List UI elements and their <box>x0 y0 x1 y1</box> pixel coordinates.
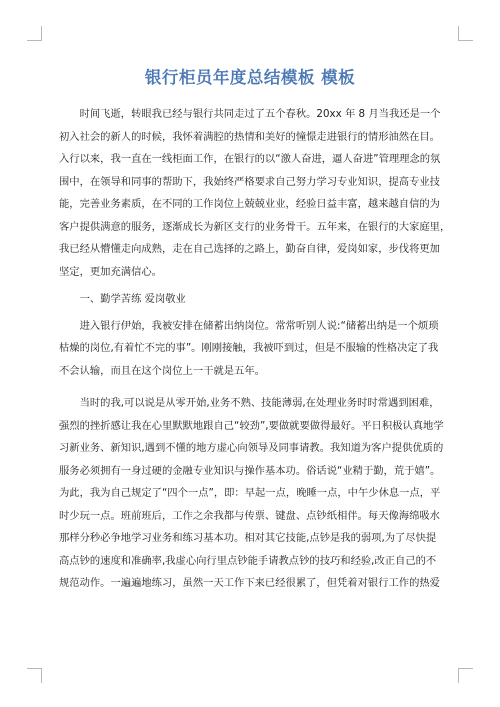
text-line: 客户提供满意的服务，逐渐成长为新区支行的业务骨干。五年来，在银行的大家庭里， <box>59 220 451 233</box>
text-line: 不会认输，而且在这个岗位上一干就是五年。 <box>59 364 265 377</box>
text-line: 当时的我,可以说是从零开始,业务不熟、技能薄弱,在处理业务时时常遇到困难， <box>79 397 440 409</box>
text-line: 能，完善业务素质，在不同的工作岗位上兢兢业业，经验日益丰富，越来越自信的为 <box>59 198 440 210</box>
text-line: 为此，我为自己规定了“四个一点”，即：早起一点，晚睡一点，中午少休息一点，平 <box>59 487 441 499</box>
text-line: 时少玩一点。班前班后，工作之余我都与传票、键盘、点钞纸相伴。每天像海绵吸水 <box>59 509 440 522</box>
text-line: 规范动作。一遍遍地练习，虽然一天工作下来已经很累了，但凭着对银行工作的热爱 <box>59 577 440 589</box>
page-title: 银行柜员年度总结模板 模板 <box>144 68 356 87</box>
text-line: 我已经从懵懂走向成熟，走在自己选择的之路上，勤奋自律，爱岗如家，步伐将更加 <box>59 243 440 255</box>
crop-mark-bottom-left <box>27 668 42 683</box>
crop-mark-top-right <box>458 26 473 41</box>
text-line: 初入社会的新人的时候，我怀着满腔的热情和美好的憧憬走进银行的情形油然在目。 <box>59 130 440 143</box>
text-line: 时间飞逝，转眼我已经与银行共同走过了五个春秋。20xx 年 8 月当我还是一个 <box>79 108 441 120</box>
text-line: 枯燥的岗位,有着忙不完的事”。刚刚接触，我被吓到过，但是不服输的性格决定了我 <box>59 342 439 354</box>
paragraph-first-post <box>59 315 449 383</box>
text-line: 习新业务、新知识,遇到不懂的地方虚心向领导及同事请教。我知道为客户提供优质的 <box>59 442 444 454</box>
text-line: 坚定，更加充满信心。 <box>59 265 162 278</box>
text-line: 进入银行伊始，我被安排在储蓄出纳岗位。常常听别人说:“储蓄出纳是一个烦琐 <box>79 319 439 332</box>
text-line: 围中，在领导和同事的帮助下，我始终严格要求自己努力学习专业知识，提高专业技 <box>59 175 440 188</box>
text-line: 那样分秒必争地学习业务和练习基本功。相对其它技能,点钞是我的弱项,为了尽快提 <box>59 532 437 544</box>
document-body <box>59 103 449 595</box>
text-line: 入行以来，我一直在一线柜面工作，在银行的以“激人奋进，逼人奋进”管理理念的氛 <box>59 153 441 165</box>
section-heading-text: 一、勤学苦练 爱岗敬业 <box>79 293 186 305</box>
paragraph-intro <box>59 103 449 283</box>
text-line: 服务必须拥有一身过硬的金融专业知识与操作基本功。俗话说“业精于勤，荒于嬉”。 <box>59 464 441 477</box>
text-line: 高点钞的速度和准确率,我虚心向行里点钞能手请教点钞的技巧和经验,改正自己的不 <box>59 554 437 567</box>
section-heading <box>59 288 449 311</box>
text-line: 强烈的挫折感让我在心里默默地跟自己“较劲”,要做就要做得最好。平日积极认真地学 <box>59 419 444 432</box>
crop-mark-bottom-right <box>458 668 473 683</box>
crop-mark-top-left <box>27 26 42 41</box>
paragraph-learning <box>59 392 449 595</box>
